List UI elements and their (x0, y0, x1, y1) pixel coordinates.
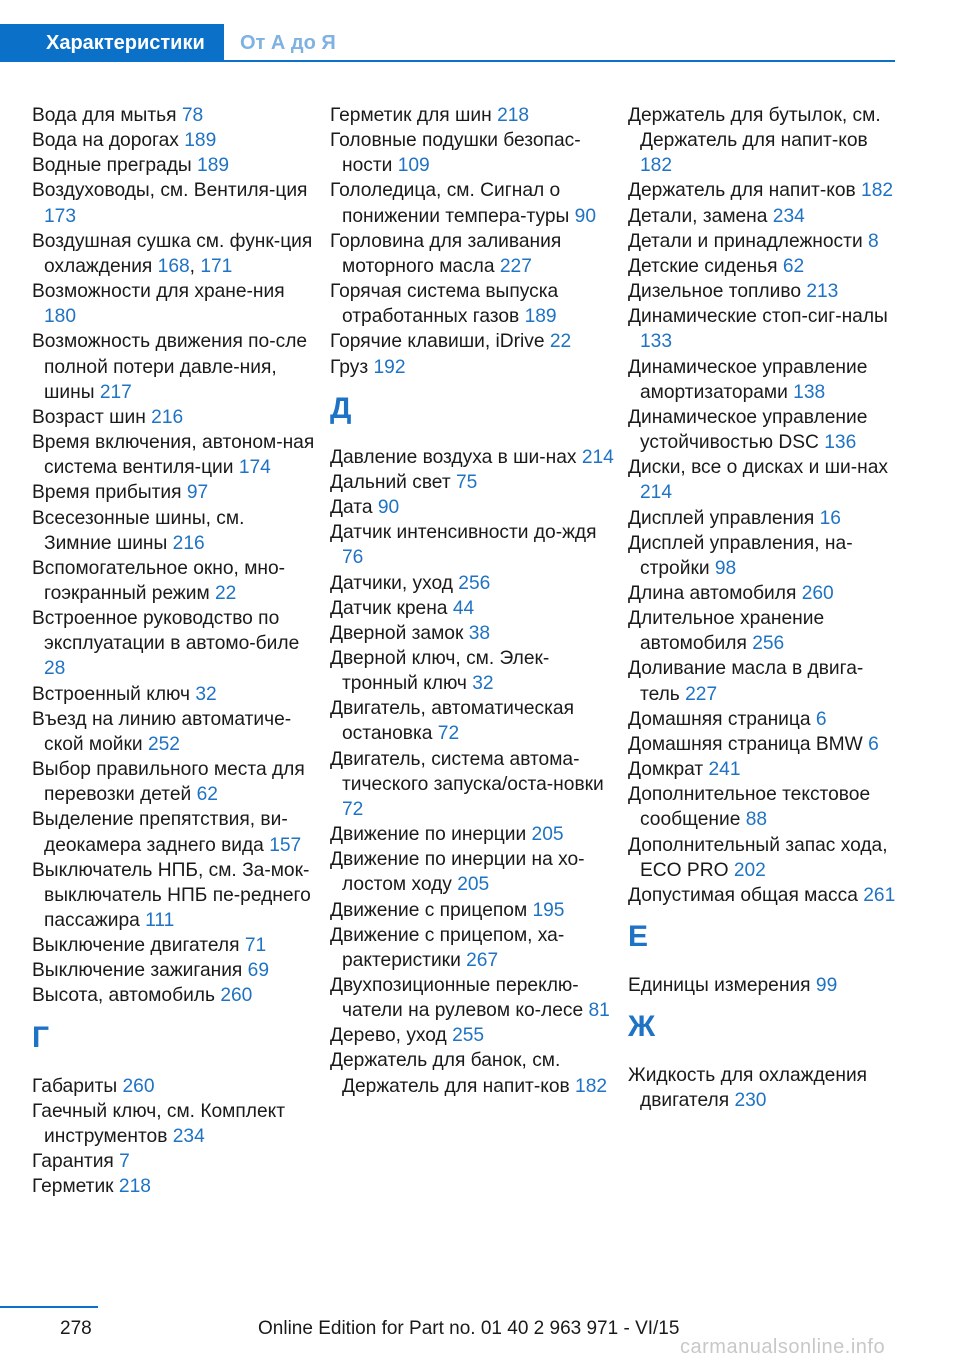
index-term: Дата (330, 497, 378, 519)
page-link[interactable]: 256 (752, 633, 785, 655)
page-link[interactable]: 6 (815, 708, 827, 730)
page-link[interactable]: 230 (734, 1090, 767, 1112)
tab-a-to-z[interactable]: От А до Я (240, 32, 336, 54)
index-entry (32, 329, 317, 404)
page-link[interactable]: 182 (640, 155, 673, 177)
page-link[interactable]: 109 (397, 155, 430, 177)
index-term: Выбор правильного места для перевозки детей (32, 759, 305, 806)
page-number-rule (0, 1306, 98, 1308)
page-link[interactable]: 157 (269, 834, 302, 856)
index-term: Жидкость для охлаждения двигателя (628, 1065, 868, 1112)
index-entry (32, 430, 317, 480)
page-link[interactable]: 32 (472, 673, 494, 695)
index-entry (32, 1149, 317, 1174)
index-term: Гололедица, см. Сигнал о понижении темпера-туры (330, 180, 575, 227)
index-term: Домкрат (628, 759, 709, 781)
index-entry (330, 1023, 615, 1048)
index-term: Гаечный ключ, см. Комплект инструментов (32, 1100, 286, 1147)
page-link[interactable]: 260 (801, 582, 834, 604)
page-link[interactable]: 171 (200, 255, 233, 277)
index-term: Датчик интенсивности до-ждя (330, 522, 597, 544)
index-term: Время включения, автоном-ная система вентиля-ции (32, 432, 315, 479)
index-term: Груз (330, 356, 374, 378)
page-number: 278 (60, 1318, 92, 1339)
page-link[interactable]: 72 (342, 798, 364, 820)
page-link[interactable]: 111 (145, 910, 175, 931)
page-link[interactable]: 75 (455, 471, 478, 493)
index-entry (628, 656, 900, 706)
index-term: Динамическое управление амортизаторами (628, 356, 868, 403)
page-link[interactable]: 182 (575, 1075, 608, 1097)
index-term: Выключение двигателя (32, 935, 245, 957)
index-term: Герметик для шин (330, 105, 498, 126)
index-term: Двигатель, автоматическая остановка (330, 698, 574, 745)
index-term: Вспомогательное окно, мно-гоэкранный режим (32, 557, 286, 604)
index-entry (628, 757, 900, 782)
index-term: Водные преграды (32, 155, 198, 177)
index-entry (628, 833, 900, 883)
page-link[interactable]: 252 (147, 733, 180, 755)
index-term: Диски, все о дисках и ши-нах (628, 457, 888, 479)
page-link[interactable]: 22 (549, 331, 572, 353)
index-entry (330, 898, 615, 923)
index-entry (628, 606, 900, 656)
index-entry (32, 229, 317, 279)
index-entry (330, 822, 615, 847)
index-term: Детали и принадлежности (628, 230, 868, 252)
page-link[interactable]: 69 (247, 960, 269, 982)
index-term: Вода для мытья (32, 105, 182, 126)
index-term: Горловина для заливания моторного масла (330, 230, 562, 277)
index-term: Выделение препятствия, ви-деокамера заднего вида (32, 809, 288, 856)
index-entry (628, 506, 900, 531)
index-entry (628, 204, 900, 229)
page-link[interactable]: 16 (819, 507, 841, 529)
page-link[interactable]: 218 (497, 105, 530, 126)
index-entry (330, 329, 615, 354)
page-link[interactable]: 189 (184, 130, 217, 152)
page-link[interactable]: 8 (868, 230, 879, 252)
index-term: Держатель для бутылок, см. Держатель для напит-ков (628, 105, 881, 152)
index-term: Дизельное топливо (628, 281, 807, 303)
page-link[interactable]: 6 (868, 733, 879, 755)
index-entry (628, 103, 900, 178)
page-link[interactable]: 234 (772, 205, 805, 227)
index-entry (628, 405, 900, 455)
page-link[interactable]: 192 (373, 356, 406, 378)
index-entry (628, 178, 900, 203)
index-term: Движение по инерции на хо-лостом ходу (330, 849, 585, 896)
index-term: Выключатель НПБ, см. За-мок-выключатель НПБ пе-реднего пассажира (32, 859, 311, 931)
index-term: Дисплей управления, на-стройки (628, 532, 853, 579)
index-entry (330, 495, 615, 520)
page-link[interactable]: 72 (437, 723, 460, 745)
page-link[interactable]: 173 (44, 205, 77, 227)
watermark: carmanualsonline.info (680, 1336, 886, 1358)
index-term: Горячие клавиши, iDrive (330, 331, 550, 353)
page-separator: , (189, 255, 201, 277)
index-entry (330, 596, 615, 621)
index-term: Встроенный ключ (32, 683, 196, 705)
index-term: Возможность движения по-сле полной потери давле-ния, шины (32, 331, 308, 403)
index-entry (32, 958, 317, 983)
page-link[interactable]: 217 (99, 381, 132, 403)
index-entry (32, 480, 317, 505)
section-letter: Е (628, 920, 649, 953)
index-term: Держатель для банок, см. Держатель для напит-ков (330, 1050, 576, 1097)
index-entry (330, 646, 615, 696)
index-term: Двигатель, система автома-тического запуска/оста-новки (330, 748, 604, 795)
index-entry (628, 973, 900, 998)
section-letter: Г (32, 1020, 50, 1054)
index-entry (628, 279, 900, 304)
index-term: Единицы измерения (628, 975, 816, 996)
index-entry (628, 455, 900, 505)
index-entry (32, 506, 317, 556)
index-entry (330, 279, 615, 329)
index-term: Доливание масла в двига-тель (628, 658, 864, 705)
index-entry (330, 621, 615, 646)
index-entry (628, 254, 900, 279)
index-entry (32, 178, 317, 228)
page-link[interactable]: 90 (574, 205, 596, 227)
page-link[interactable]: 218 (118, 1176, 151, 1198)
page-link[interactable]: 189 (197, 155, 230, 177)
page-link[interactable]: 205 (531, 824, 564, 846)
index-term: Высота, автомобиль (32, 985, 221, 1007)
index-entry (32, 1174, 317, 1199)
index-entry (330, 178, 615, 228)
header-rule (0, 60, 895, 62)
index-term: Возможности для хране-ния (32, 281, 285, 303)
page-link[interactable]: 76 (342, 547, 364, 569)
page-link[interactable]: 22 (215, 582, 237, 604)
page-link[interactable]: 180 (44, 306, 77, 328)
index-term: Движение с прицепом, ха-рактеристики (330, 924, 565, 971)
index-entry (330, 1048, 615, 1098)
index-term: Держатель для напит-ков (628, 180, 862, 202)
index-entry (32, 682, 317, 707)
section-letter: Ж (628, 1010, 656, 1044)
page-link[interactable]: 202 (733, 859, 766, 881)
page-link[interactable]: 88 (745, 809, 768, 831)
index-term: Двухпозиционные переклю-чатели на рулевом ко-лесе (330, 975, 589, 1022)
index-entry (32, 103, 317, 128)
page-link[interactable]: 32 (195, 683, 217, 705)
index-entry (32, 933, 317, 958)
page-link[interactable]: 168 (157, 255, 190, 277)
index-column-1 (32, 103, 317, 1199)
index-entry (330, 847, 615, 897)
index-entry (330, 571, 615, 596)
page-link[interactable]: 133 (640, 331, 673, 353)
page-link[interactable]: 195 (532, 899, 565, 921)
page-link[interactable]: 234 (172, 1125, 205, 1147)
page-link[interactable]: 62 (196, 784, 218, 806)
page-link[interactable]: 97 (186, 482, 209, 504)
page-link[interactable]: 260 (220, 985, 253, 1007)
page-link[interactable]: 214 (581, 446, 614, 468)
index-entry (628, 1063, 900, 1113)
page-link[interactable]: 214 (640, 482, 673, 504)
index-term: Детские сиденья (628, 255, 783, 277)
index-term: Габариты (32, 1075, 123, 1097)
page-link[interactable]: 216 (172, 532, 205, 554)
edition-footer: Online Edition for Part no. 01 40 2 963 971 - VI/15 (258, 1318, 680, 1339)
index-entry (330, 229, 615, 279)
page-link[interactable]: 7 (119, 1151, 130, 1173)
index-term: Датчик крена (330, 597, 453, 619)
page-link[interactable]: 81 (588, 1000, 610, 1022)
index-entry (32, 128, 317, 153)
index-entry (32, 858, 317, 933)
index-term: Гарантия (32, 1151, 120, 1173)
page-link[interactable]: 267 (466, 949, 499, 971)
index-column-2 (330, 103, 615, 1099)
page-link[interactable]: 241 (708, 759, 741, 781)
page-link[interactable]: 182 (861, 180, 894, 202)
index-entry (628, 355, 900, 405)
index-term: Горячая система выпуска отработанных газов (330, 281, 559, 328)
index-term: Датчики, уход (330, 572, 459, 594)
index-entry (32, 807, 317, 857)
page-link[interactable]: 213 (806, 281, 839, 303)
index-term: Герметик (32, 1176, 119, 1198)
index-term: Головные подушки безопас-ности (330, 130, 581, 177)
index-term: Динамические стоп-сиг-налы (628, 306, 888, 328)
index-term: Длительное хранение автомобиля (628, 608, 825, 655)
section-letter: Д (330, 391, 352, 425)
index-term: Движение по инерции (330, 824, 532, 846)
index-term: Въезд на линию автоматиче-ской мойки (32, 708, 292, 755)
page-link[interactable]: 261 (863, 884, 896, 906)
index-term: Домашняя страница (628, 708, 816, 730)
page-link[interactable]: 189 (524, 306, 557, 328)
index-entry (32, 556, 317, 606)
index-term: Дверной ключ, см. Элек-тронный ключ (330, 647, 550, 695)
page-link[interactable]: 28 (44, 658, 66, 680)
index-entry (32, 405, 317, 430)
index-entry (330, 470, 615, 495)
index-term: Детали, замена (628, 205, 773, 227)
index-entry (628, 229, 900, 254)
index-entry (628, 304, 900, 354)
page-link[interactable]: 256 (458, 572, 491, 594)
index-entry (32, 279, 317, 329)
page-link[interactable]: 227 (499, 255, 532, 277)
index-term: Воздуховоды, см. Вентиля-ция (32, 180, 308, 202)
index-term: Длина автомобиля (628, 582, 802, 604)
page-link[interactable]: 216 (151, 406, 184, 428)
page-link[interactable]: 71 (244, 935, 267, 957)
index-term: Выключение зажигания (32, 960, 248, 982)
index-entry (32, 1074, 317, 1099)
index-entry (330, 747, 615, 822)
index-term: Всесезонные шины, см. Зимние шины (32, 507, 245, 554)
index-entry (330, 696, 615, 746)
index-entry (628, 531, 900, 581)
page-link[interactable]: 99 (815, 975, 838, 996)
chapter-tabs (0, 24, 895, 62)
index-term: Движение с прицепом (330, 899, 533, 921)
index-entry (32, 983, 317, 1008)
index-entry (32, 707, 317, 757)
page-link[interactable]: 62 (782, 255, 805, 277)
index-column-3 (628, 103, 900, 1113)
page-link[interactable]: 205 (457, 874, 490, 896)
page-link[interactable]: 78 (181, 105, 204, 126)
index-entry (330, 520, 615, 570)
index-entry (628, 883, 900, 908)
index-term: Дверной замок (330, 622, 469, 644)
index-entry (32, 757, 317, 807)
page-link[interactable]: 174 (238, 457, 271, 479)
index-entry (32, 1099, 317, 1149)
page-link[interactable]: 260 (122, 1075, 155, 1097)
index-term: Воздушная сушка см. функ-ция охлаждения (32, 230, 313, 277)
index-term: Динамическое управление устойчивостью DSC (628, 406, 868, 454)
index-entry (32, 153, 317, 178)
page-link[interactable]: 38 (468, 622, 491, 644)
index-entry (628, 782, 900, 832)
index-term: Встроенное руководство по эксплуатации в автомо-биле (32, 608, 300, 655)
index-term: Дальний свет (330, 471, 456, 493)
index-entry (330, 973, 615, 1023)
index-term: Дополнительное текстовое сообщение (628, 784, 871, 831)
index-entry (330, 923, 615, 973)
index-entry (628, 732, 900, 757)
index-entry (628, 581, 900, 606)
page-link[interactable]: 227 (685, 683, 718, 705)
index-term: Время прибытия (32, 482, 187, 504)
index-term: Давление воздуха в ши-нах (330, 446, 582, 468)
index-entry (32, 606, 317, 681)
index-term: Дисплей управления (628, 507, 820, 529)
index-entry (628, 707, 900, 732)
index-entry (330, 103, 615, 128)
index-term: Дополнительный запас хода, ECO PRO (628, 834, 888, 881)
index-term: Дерево, уход (330, 1025, 453, 1047)
index-entry (330, 445, 615, 470)
page-link[interactable]: 138 (793, 381, 826, 403)
page-link[interactable]: 255 (452, 1025, 485, 1047)
tab-characteristics[interactable]: Характеристики (0, 24, 224, 62)
index-entry (330, 128, 615, 178)
page-link[interactable]: 136 (824, 432, 857, 454)
page-link[interactable]: 44 (452, 597, 475, 619)
index-term: Вода на дорогах (32, 130, 185, 152)
index-term: Возраст шин (32, 406, 152, 428)
index-entry (330, 355, 615, 380)
index-term: Домашняя страница BMW (628, 733, 869, 755)
page-link[interactable]: 98 (714, 557, 737, 579)
index-term: Допустимая общая масса (628, 884, 864, 906)
page-link[interactable]: 90 (377, 497, 400, 519)
